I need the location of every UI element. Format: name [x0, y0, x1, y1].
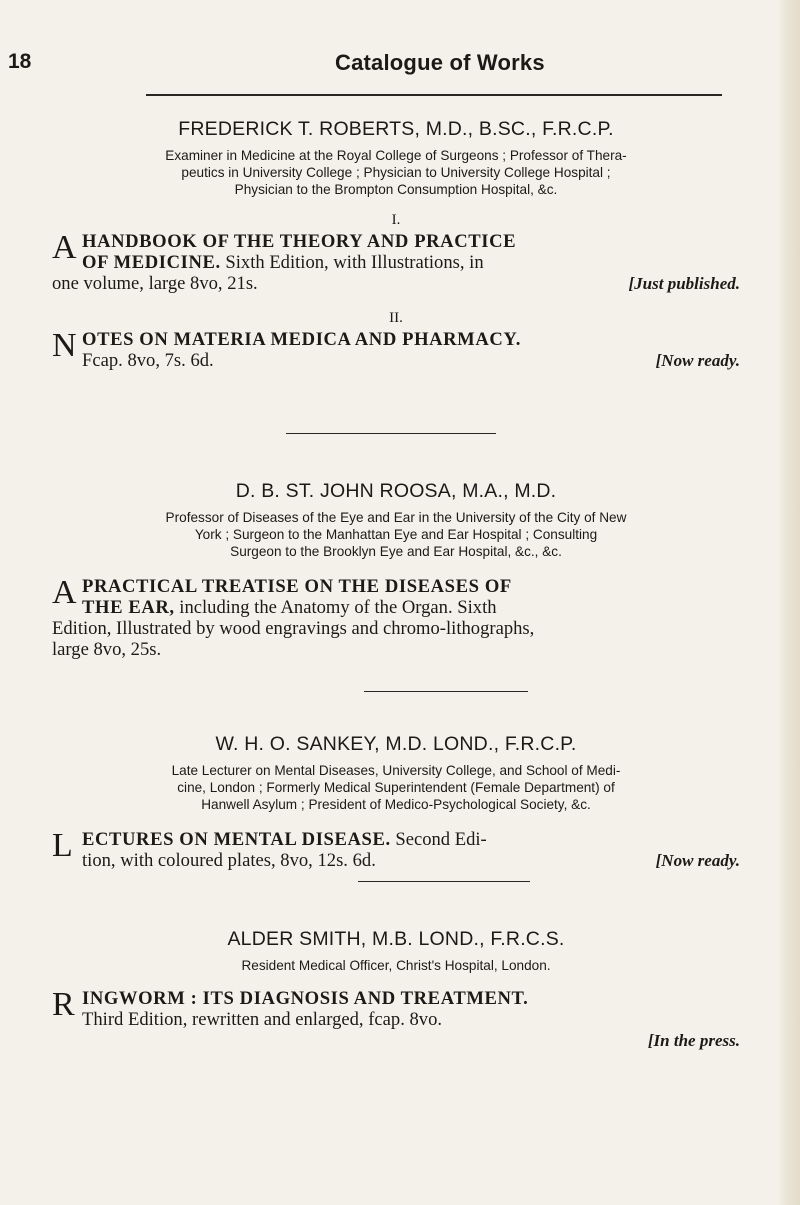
section-divider	[286, 433, 496, 434]
work-title: HANDBOOK OF THE THEORY AND PRACTICE	[82, 231, 517, 252]
work-entry	[52, 829, 740, 871]
availability-note: [In the press.	[647, 1031, 740, 1050]
work-numeral: II.	[389, 310, 403, 326]
author-name: FREDERICK T. ROBERTS, M.D., B.SC., F.R.C.P.	[178, 118, 614, 140]
credentials-line: Physician to the Brompton Consumption Hospital, &c.	[234, 182, 558, 197]
credentials-line: York ; Surgeon to the Manhattan Eye and Ear Hospital ; Consulting	[194, 527, 598, 542]
credentials-line: cine, London ; Formerly Medical Superintendent (Female Department) of	[177, 780, 615, 795]
work-title: INGWORM : ITS DIAGNOSIS AND TREATMENT.	[82, 988, 529, 1009]
credentials-line: Examiner in Medicine at the Royal College of Surgeons ; Professor of Thera-	[165, 148, 627, 163]
author-name: ALDER SMITH, M.B. LOND., F.R.C.S.	[227, 928, 565, 950]
availability-note: [Now ready.	[655, 351, 740, 370]
section-divider	[364, 691, 528, 692]
drop-initial: L	[52, 827, 73, 864]
drop-initial: A	[52, 574, 77, 611]
section-divider	[358, 881, 530, 882]
work-details: Fcap. 8vo, 7s. 6d.	[82, 350, 214, 371]
author-credentials	[52, 147, 740, 198]
work-numeral: I.	[391, 212, 401, 228]
credentials-line: Late Lecturer on Mental Diseases, University College, and School of Medi-	[171, 763, 621, 778]
author-credentials	[52, 762, 740, 813]
work-title: OTES ON MATERIA MEDICA AND PHARMACY.	[82, 329, 521, 350]
work-details-cont: Edition, Illustrated by wood engravings and chromo-lithographs,	[52, 618, 535, 639]
work-entry	[52, 576, 740, 660]
availability-note: [Now ready.	[655, 851, 740, 870]
work-details: Second Edi-	[390, 829, 487, 850]
drop-initial: N	[52, 327, 77, 364]
work-title: PRACTICAL TREATISE ON THE DISEASES OF	[82, 576, 512, 597]
work-details: Third Edition, rewritten and enlarged, fcap. 8vo.	[82, 1009, 443, 1030]
work-details-cont: large 8vo, 25s.	[52, 639, 162, 660]
work-details: including the Anatomy of the Organ. Sixth	[174, 597, 497, 618]
work-details-cont: one volume, large 8vo, 21s.	[52, 273, 258, 294]
drop-initial: A	[52, 229, 77, 266]
work-details: Sixth Edition, with Illustrations, in	[220, 252, 484, 273]
author-credentials	[52, 957, 740, 974]
credentials-line: Professor of Diseases of the Eye and Ear in the University of the City of New	[165, 510, 627, 525]
header-rule	[146, 94, 722, 96]
work-entry	[52, 329, 740, 371]
page-edge-shadow	[778, 0, 800, 1205]
work-details-cont: tion, with coloured plates, 8vo, 12s. 6d.	[82, 850, 376, 871]
drop-initial: R	[52, 986, 75, 1023]
author-credentials	[52, 509, 740, 560]
work-entry	[52, 986, 740, 1050]
credentials-line: Resident Medical Officer, Christ's Hospital, London.	[241, 958, 551, 973]
credentials-line: Hanwell Asylum ; President of Medico-Psychological Society, &c.	[201, 797, 591, 812]
work-entry	[52, 231, 740, 294]
work-title: ECTURES ON MENTAL DISEASE.	[82, 829, 391, 850]
author-section-roosa	[52, 480, 740, 660]
author-section-smith	[52, 928, 740, 1051]
work-title-cont: OF MEDICINE.	[82, 252, 221, 273]
running-head: Catalogue of Works	[335, 50, 545, 75]
author-section-sankey	[52, 733, 740, 871]
credentials-line: Surgeon to the Brooklyn Eye and Ear Hospital, &c., &c.	[230, 544, 562, 559]
author-name: D. B. ST. JOHN ROOSA, M.A., M.D.	[235, 480, 557, 502]
credentials-line: peutics in University College ; Physician to University College Hospital ;	[181, 165, 611, 180]
page-number: 18	[8, 50, 32, 73]
work-title-cont: THE EAR,	[82, 597, 175, 618]
availability-note: [Just published.	[628, 274, 740, 293]
author-section-roberts	[52, 118, 740, 371]
author-name: W. H. O. SANKEY, M.D. LOND., F.R.C.P.	[215, 733, 577, 755]
